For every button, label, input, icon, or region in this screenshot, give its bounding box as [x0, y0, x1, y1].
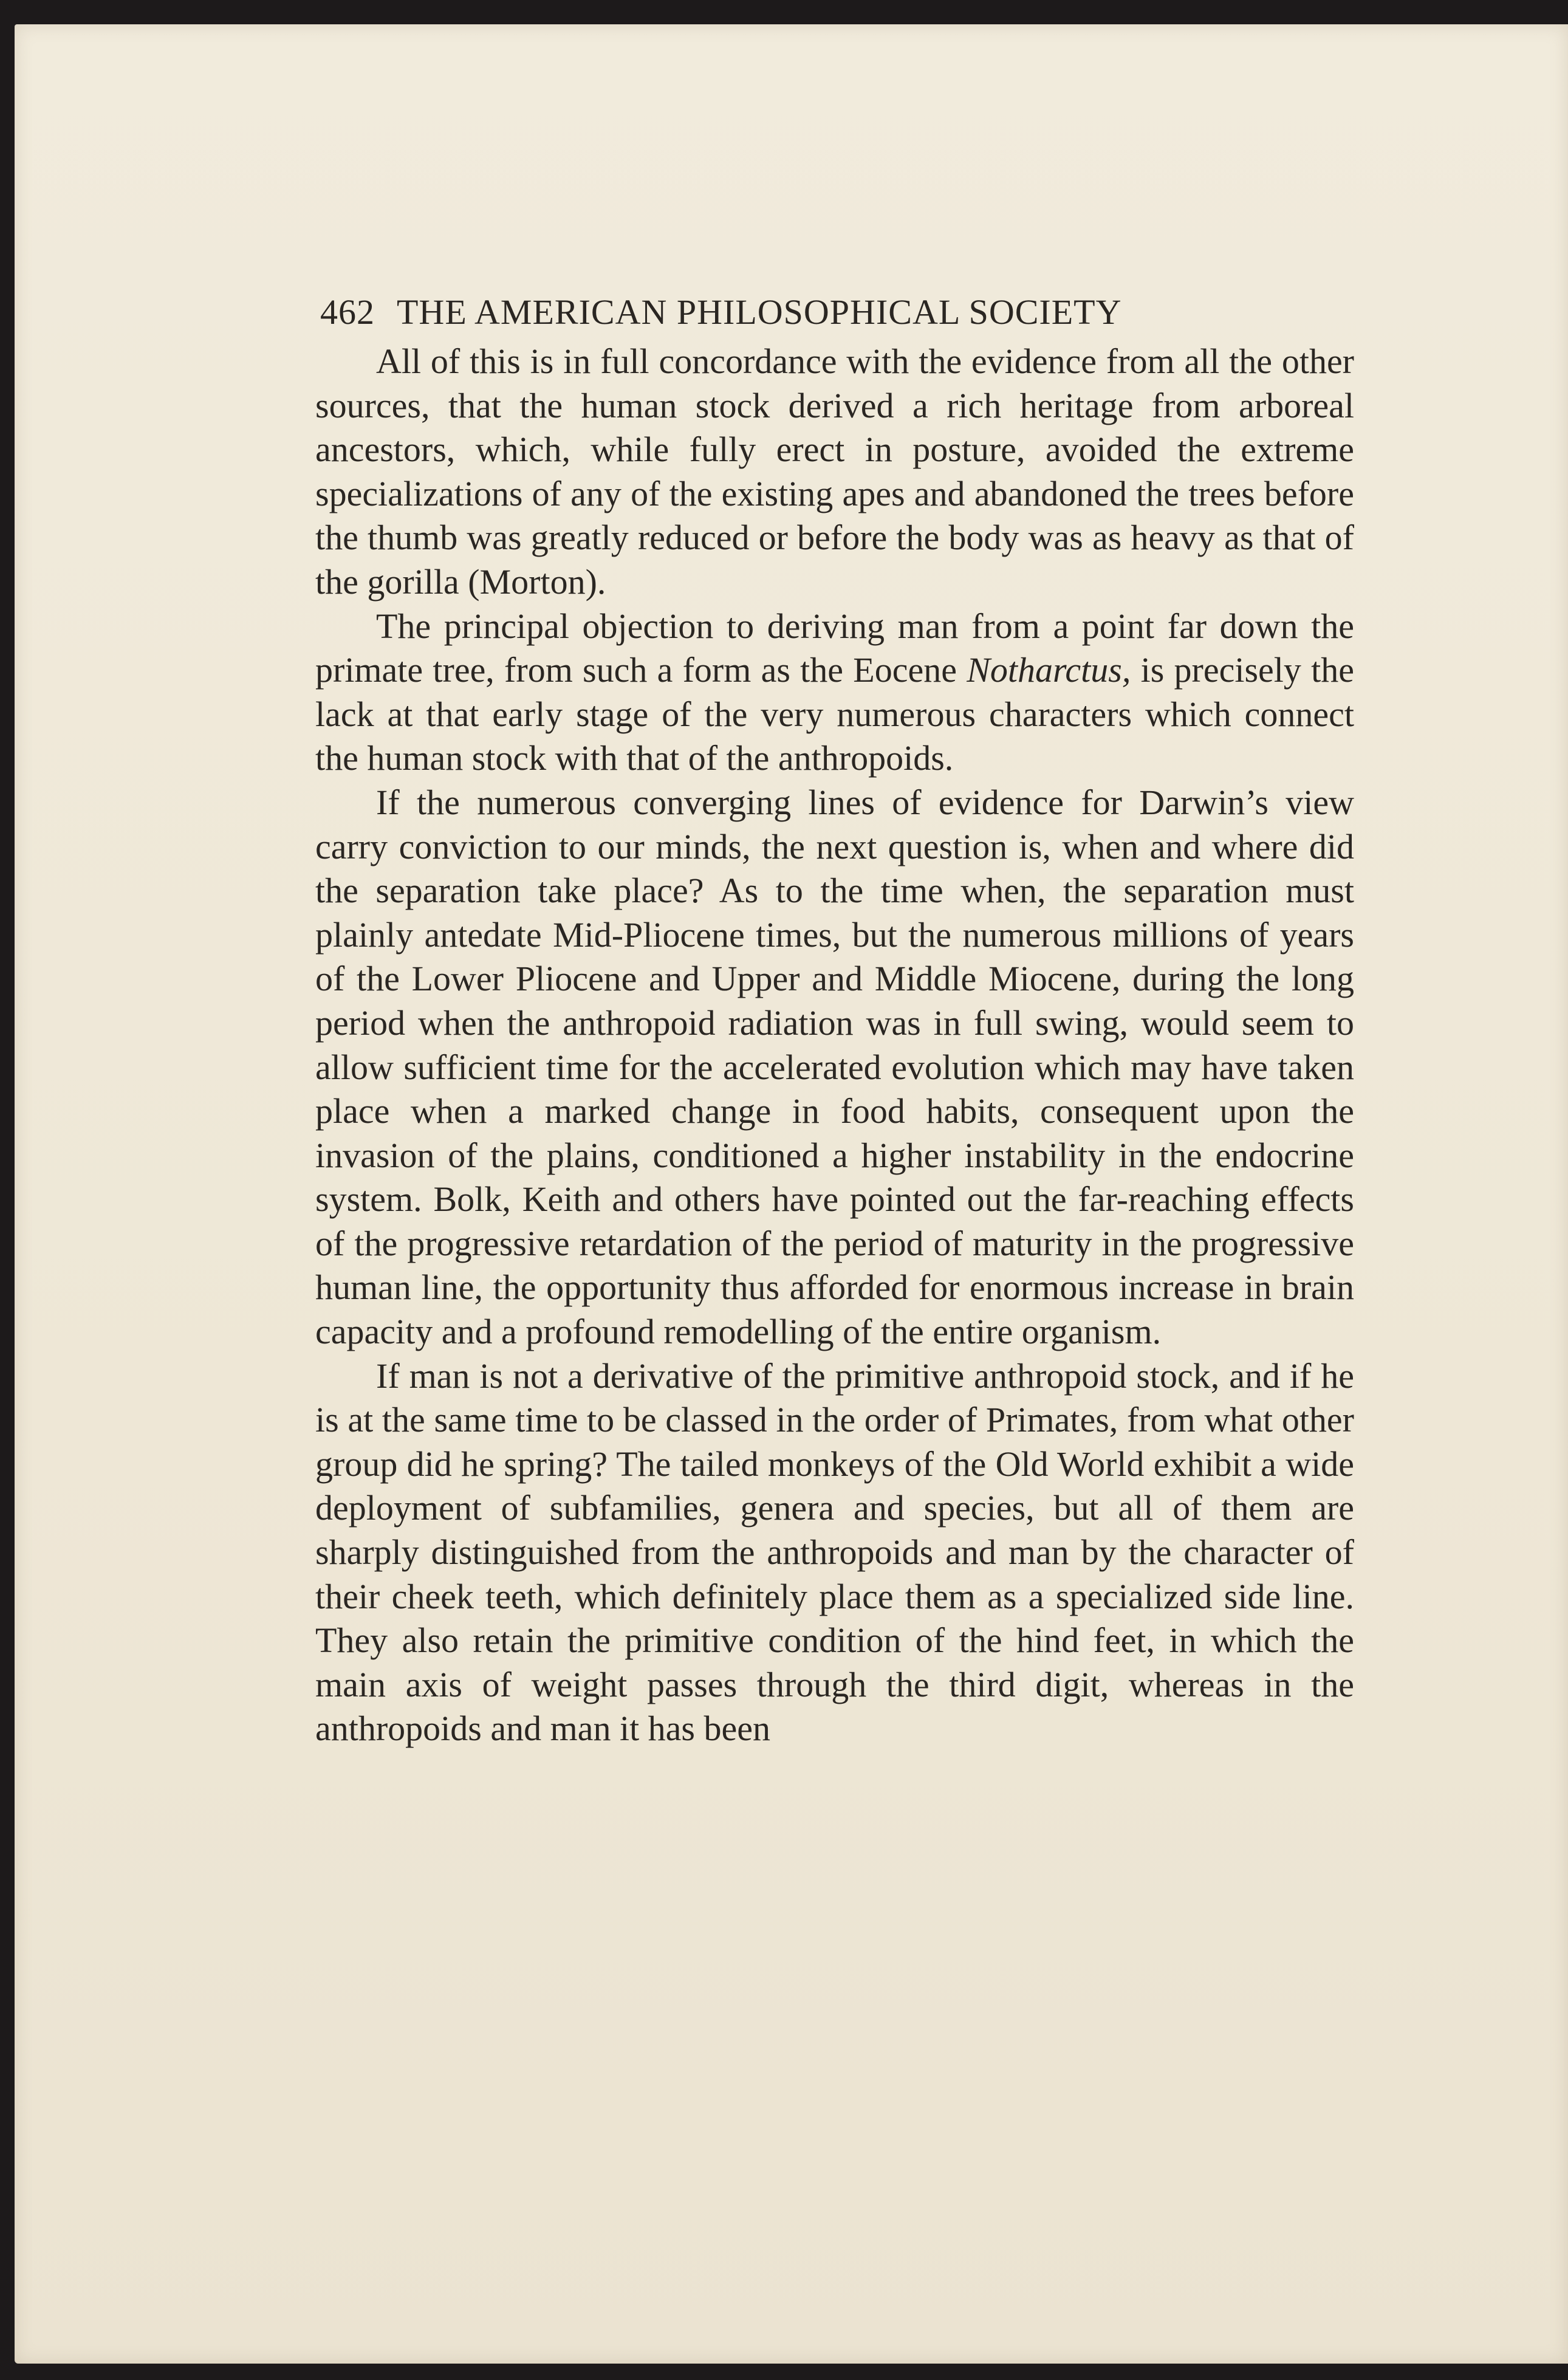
running-title: THE AMERICAN PHILOSOPHICAL SOCIETY: [397, 292, 1122, 332]
book-page: [15, 24, 1568, 2364]
page-text-block: [315, 292, 1354, 1751]
page-number: 462: [320, 292, 375, 332]
taxon-name-italic: Notharctus,: [967, 650, 1131, 690]
paragraph-2-before: The principal objection to deriving man from a point far down the primate tree, from such a form as the Eocene: [315, 606, 1354, 690]
paragraph-3: If the numerous converging lines of evidence for Darwin’s view carry conviction to our minds, the next question is, when and where did the separation take place? As to the time when, the separation must plainly antedate Mid-Pliocene times, but the numerous millions of years of the Lower Pliocene and Upper and Middle Miocene, during the long period when the anthropoid radiation was in full swing, would seem to allow sufficient time for the accelerated evolution which may have taken place when a marked change in food habits, consequent upon the invasion of the plains, conditioned a higher instability in the endocrine system. Bolk, Keith and others have pointed out the far-reaching effects of the progressive retardation of the period of maturity in the progressive human line, the opportunity thus afforded for enormous increase in brain capacity and a profound remodelling of the entire organism.: [315, 782, 1354, 1352]
paragraph-1: All of this is in full concordance with the evidence from all the other sources, that the human stock derived a rich heritage from arboreal ancestors, which, while fully erect in posture, avoided the extreme specializations of any of the existing apes and abandoned the trees before the thumb was greatly reduced or before the body was as heavy as that of the gorilla (Morton).: [315, 341, 1354, 602]
paragraph-2-after: is precisely the lack at that early stage of the very numerous characters which connect the human stock with that of the anthropoids.: [315, 650, 1355, 778]
running-head: [320, 292, 1354, 332]
paragraph-2: [315, 605, 1354, 781]
paragraph-4: If man is not a derivative of the primitive anthropoid stock, and if he is at the same time to be classed in the order of Primates, from what other group did he spring? The tailed monkeys of the Old World exhibit a wide deployment of subfamilies, genera and species, but all of them are sharply distinguished from the anthropoids and man by the character of their cheek teeth, which definitely place them as a specialized side line. They also retain the primitive condition of the hind feet, in which the main axis of weight passes through the third digit, whereas in the anthropoids and man it has been: [315, 1356, 1354, 1749]
